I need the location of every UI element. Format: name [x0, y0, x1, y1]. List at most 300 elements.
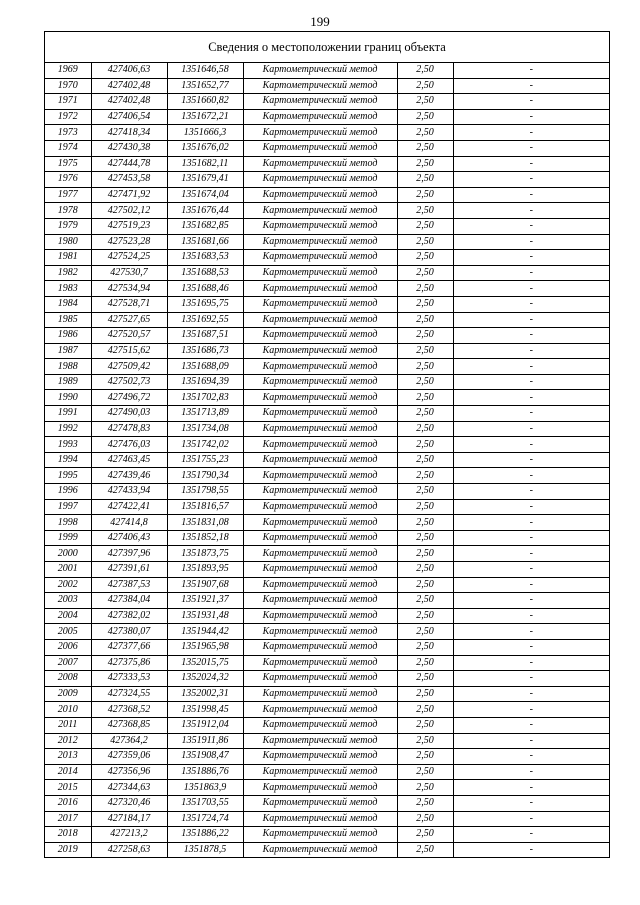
cell-y-coordinate: 1352002,31 [167, 686, 243, 702]
cell-x-coordinate: 427490,03 [91, 406, 167, 422]
cell-point-number: 2019 [45, 842, 91, 858]
table-row [45, 437, 609, 453]
cell-accuracy: 2,50 [397, 795, 453, 811]
cell-x-coordinate: 427515,62 [91, 343, 167, 359]
cell-x-coordinate: 427476,03 [91, 437, 167, 453]
table-row [45, 515, 609, 531]
cell-accuracy: 2,50 [397, 499, 453, 515]
table-row [45, 234, 609, 250]
cell-x-coordinate: 427258,63 [91, 842, 167, 858]
cell-y-coordinate: 1351660,82 [167, 94, 243, 110]
cell-x-coordinate: 427509,42 [91, 359, 167, 375]
cell-method: Картометрический метод [243, 156, 397, 172]
cell-x-coordinate: 427384,04 [91, 593, 167, 609]
table-row [45, 827, 609, 843]
cell-accuracy: 2,50 [397, 593, 453, 609]
cell-y-coordinate: 1351998,45 [167, 702, 243, 718]
cell-y-coordinate: 1351703,55 [167, 795, 243, 811]
cell-method: Картометрический метод [243, 811, 397, 827]
cell-description: - [453, 749, 609, 765]
cell-point-number: 1980 [45, 234, 91, 250]
cell-method: Картометрический метод [243, 406, 397, 422]
table-row [45, 842, 609, 858]
cell-y-coordinate: 1351790,34 [167, 468, 243, 484]
cell-accuracy: 2,50 [397, 265, 453, 281]
cell-description: - [453, 359, 609, 375]
cell-accuracy: 2,50 [397, 125, 453, 141]
cell-description: - [453, 624, 609, 640]
cell-y-coordinate: 1351688,53 [167, 265, 243, 281]
table-row [45, 109, 609, 125]
cell-x-coordinate: 427444,78 [91, 156, 167, 172]
cell-y-coordinate: 1351688,46 [167, 281, 243, 297]
cell-description: - [453, 702, 609, 718]
cell-y-coordinate: 1351816,57 [167, 499, 243, 515]
cell-accuracy: 2,50 [397, 780, 453, 796]
cell-y-coordinate: 1351676,44 [167, 203, 243, 219]
cell-accuracy: 2,50 [397, 546, 453, 562]
cell-point-number: 2015 [45, 780, 91, 796]
cell-method: Картометрический метод [243, 328, 397, 344]
cell-method: Картометрический метод [243, 624, 397, 640]
page-number: 199 [310, 14, 330, 29]
cell-y-coordinate: 1351692,55 [167, 312, 243, 328]
cell-method: Картометрический метод [243, 577, 397, 593]
cell-point-number: 1989 [45, 374, 91, 390]
cell-y-coordinate: 1351694,39 [167, 374, 243, 390]
cell-y-coordinate: 1351863,9 [167, 780, 243, 796]
table-row [45, 312, 609, 328]
cell-point-number: 2007 [45, 655, 91, 671]
cell-x-coordinate: 427344,63 [91, 780, 167, 796]
cell-x-coordinate: 427402,48 [91, 78, 167, 94]
cell-method: Картометрический метод [243, 515, 397, 531]
cell-description: - [453, 842, 609, 858]
cell-x-coordinate: 427406,54 [91, 109, 167, 125]
cell-point-number: 1973 [45, 125, 91, 141]
cell-method: Картометрический метод [243, 639, 397, 655]
cell-accuracy: 2,50 [397, 296, 453, 312]
cell-description: - [453, 63, 609, 78]
table-row [45, 608, 609, 624]
cell-point-number: 2011 [45, 717, 91, 733]
cell-accuracy: 2,50 [397, 421, 453, 437]
cell-y-coordinate: 1351687,51 [167, 328, 243, 344]
cell-method: Картометрический метод [243, 359, 397, 375]
cell-point-number: 2006 [45, 639, 91, 655]
cell-method: Картометрический метод [243, 281, 397, 297]
cell-point-number: 1991 [45, 406, 91, 422]
cell-point-number: 2018 [45, 827, 91, 843]
table-row [45, 702, 609, 718]
cell-y-coordinate: 1351742,02 [167, 437, 243, 453]
cell-description: - [453, 296, 609, 312]
cell-method: Картометрический метод [243, 795, 397, 811]
cell-accuracy: 2,50 [397, 655, 453, 671]
cell-y-coordinate: 1351679,41 [167, 172, 243, 188]
table-row [45, 265, 609, 281]
cell-y-coordinate: 1351852,18 [167, 530, 243, 546]
table-row [45, 764, 609, 780]
cell-x-coordinate: 427391,61 [91, 562, 167, 578]
cell-description: - [453, 499, 609, 515]
cell-y-coordinate: 1351672,21 [167, 109, 243, 125]
cell-point-number: 1987 [45, 343, 91, 359]
cell-point-number: 1978 [45, 203, 91, 219]
cell-method: Картометрический метод [243, 109, 397, 125]
cell-point-number: 1997 [45, 499, 91, 515]
cell-y-coordinate: 1351683,53 [167, 250, 243, 266]
cell-point-number: 2013 [45, 749, 91, 765]
cell-x-coordinate: 427520,57 [91, 328, 167, 344]
boundary-table-frame [44, 31, 610, 858]
table-row [45, 671, 609, 687]
cell-accuracy: 2,50 [397, 515, 453, 531]
cell-method: Картометрический метод [243, 608, 397, 624]
cell-description: - [453, 406, 609, 422]
cell-method: Картометрический метод [243, 296, 397, 312]
cell-x-coordinate: 427523,28 [91, 234, 167, 250]
cell-point-number: 1995 [45, 468, 91, 484]
cell-accuracy: 2,50 [397, 717, 453, 733]
cell-point-number: 1981 [45, 250, 91, 266]
cell-point-number: 1993 [45, 437, 91, 453]
cell-y-coordinate: 1352024,32 [167, 671, 243, 687]
cell-x-coordinate: 427333,53 [91, 671, 167, 687]
cell-description: - [453, 811, 609, 827]
cell-description: - [453, 94, 609, 110]
cell-description: - [453, 140, 609, 156]
cell-y-coordinate: 1351921,37 [167, 593, 243, 609]
cell-x-coordinate: 427496,72 [91, 390, 167, 406]
cell-accuracy: 2,50 [397, 530, 453, 546]
table-row [45, 655, 609, 671]
cell-x-coordinate: 427382,02 [91, 608, 167, 624]
cell-accuracy: 2,50 [397, 827, 453, 843]
cell-description: - [453, 452, 609, 468]
cell-description: - [453, 374, 609, 390]
cell-x-coordinate: 427364,2 [91, 733, 167, 749]
cell-accuracy: 2,50 [397, 702, 453, 718]
cell-description: - [453, 265, 609, 281]
cell-y-coordinate: 1351688,09 [167, 359, 243, 375]
cell-y-coordinate: 1351686,73 [167, 343, 243, 359]
table-row [45, 140, 609, 156]
cell-description: - [453, 125, 609, 141]
table-row [45, 296, 609, 312]
table-row [45, 484, 609, 500]
cell-point-number: 1976 [45, 172, 91, 188]
cell-description: - [453, 156, 609, 172]
cell-y-coordinate: 1351911,86 [167, 733, 243, 749]
table-row [45, 530, 609, 546]
cell-y-coordinate: 1351907,68 [167, 577, 243, 593]
cell-accuracy: 2,50 [397, 63, 453, 78]
table-row [45, 546, 609, 562]
cell-method: Картометрический метод [243, 780, 397, 796]
cell-x-coordinate: 427414,8 [91, 515, 167, 531]
table-row [45, 577, 609, 593]
cell-description: - [453, 218, 609, 234]
cell-x-coordinate: 427530,7 [91, 265, 167, 281]
table-title: Сведения о местоположении границ объекта [45, 32, 609, 63]
cell-y-coordinate: 1351831,08 [167, 515, 243, 531]
cell-description: - [453, 187, 609, 203]
cell-method: Картометрический метод [243, 452, 397, 468]
cell-description: - [453, 593, 609, 609]
cell-description: - [453, 655, 609, 671]
cell-y-coordinate: 1351646,58 [167, 63, 243, 78]
cell-description: - [453, 250, 609, 266]
table-row [45, 562, 609, 578]
cell-point-number: 2003 [45, 593, 91, 609]
cell-description: - [453, 515, 609, 531]
cell-method: Картометрический метод [243, 63, 397, 78]
cell-accuracy: 2,50 [397, 156, 453, 172]
cell-method: Картометрический метод [243, 374, 397, 390]
cell-point-number: 2005 [45, 624, 91, 640]
cell-x-coordinate: 427439,46 [91, 468, 167, 484]
cell-y-coordinate: 1351886,76 [167, 764, 243, 780]
cell-description: - [453, 234, 609, 250]
cell-accuracy: 2,50 [397, 639, 453, 655]
table-row [45, 733, 609, 749]
cell-point-number: 1983 [45, 281, 91, 297]
cell-accuracy: 2,50 [397, 218, 453, 234]
cell-x-coordinate: 427375,86 [91, 655, 167, 671]
cell-accuracy: 2,50 [397, 468, 453, 484]
cell-method: Картометрический метод [243, 312, 397, 328]
table-row [45, 421, 609, 437]
cell-accuracy: 2,50 [397, 452, 453, 468]
cell-point-number: 2016 [45, 795, 91, 811]
cell-description: - [453, 281, 609, 297]
cell-point-number: 1969 [45, 63, 91, 78]
cell-method: Картометрический метод [243, 437, 397, 453]
cell-accuracy: 2,50 [397, 328, 453, 344]
cell-x-coordinate: 427527,65 [91, 312, 167, 328]
cell-x-coordinate: 427433,94 [91, 484, 167, 500]
cell-accuracy: 2,50 [397, 624, 453, 640]
table-row [45, 780, 609, 796]
cell-x-coordinate: 427524,25 [91, 250, 167, 266]
cell-x-coordinate: 427430,38 [91, 140, 167, 156]
cell-y-coordinate: 1351674,04 [167, 187, 243, 203]
cell-accuracy: 2,50 [397, 343, 453, 359]
cell-description: - [453, 421, 609, 437]
cell-x-coordinate: 427368,85 [91, 717, 167, 733]
cell-x-coordinate: 427534,94 [91, 281, 167, 297]
table-row [45, 250, 609, 266]
cell-x-coordinate: 427359,06 [91, 749, 167, 765]
cell-accuracy: 2,50 [397, 94, 453, 110]
cell-method: Картометрический метод [243, 343, 397, 359]
cell-method: Картометрический метод [243, 172, 397, 188]
table-row [45, 218, 609, 234]
cell-y-coordinate: 1351893,95 [167, 562, 243, 578]
cell-description: - [453, 390, 609, 406]
cell-y-coordinate: 1351676,02 [167, 140, 243, 156]
table-row [45, 390, 609, 406]
cell-x-coordinate: 427478,83 [91, 421, 167, 437]
cell-method: Картометрический метод [243, 764, 397, 780]
table-row [45, 187, 609, 203]
cell-description: - [453, 733, 609, 749]
cell-y-coordinate: 1351931,48 [167, 608, 243, 624]
cell-y-coordinate: 1351965,98 [167, 639, 243, 655]
table-row [45, 749, 609, 765]
cell-description: - [453, 827, 609, 843]
cell-y-coordinate: 1351873,75 [167, 546, 243, 562]
cell-accuracy: 2,50 [397, 608, 453, 624]
cell-accuracy: 2,50 [397, 109, 453, 125]
cell-method: Картометрический метод [243, 733, 397, 749]
cell-accuracy: 2,50 [397, 312, 453, 328]
cell-description: - [453, 328, 609, 344]
cell-x-coordinate: 427406,63 [91, 63, 167, 78]
cell-y-coordinate: 1351695,75 [167, 296, 243, 312]
cell-description: - [453, 717, 609, 733]
cell-method: Картометрический метод [243, 187, 397, 203]
cell-method: Картометрический метод [243, 717, 397, 733]
cell-point-number: 1999 [45, 530, 91, 546]
cell-accuracy: 2,50 [397, 172, 453, 188]
cell-method: Картометрический метод [243, 78, 397, 94]
cell-method: Картометрический метод [243, 655, 397, 671]
cell-point-number: 1971 [45, 94, 91, 110]
cell-point-number: 1992 [45, 421, 91, 437]
cell-method: Картометрический метод [243, 203, 397, 219]
cell-x-coordinate: 427380,07 [91, 624, 167, 640]
cell-y-coordinate: 1351908,47 [167, 749, 243, 765]
cell-point-number: 1986 [45, 328, 91, 344]
cell-x-coordinate: 427184,17 [91, 811, 167, 827]
table-row [45, 406, 609, 422]
table-row [45, 499, 609, 515]
cell-x-coordinate: 427463,45 [91, 452, 167, 468]
cell-accuracy: 2,50 [397, 374, 453, 390]
cell-point-number: 1975 [45, 156, 91, 172]
table-row [45, 63, 609, 78]
cell-x-coordinate: 427519,23 [91, 218, 167, 234]
cell-description: - [453, 671, 609, 687]
cell-point-number: 1990 [45, 390, 91, 406]
cell-description: - [453, 437, 609, 453]
cell-point-number: 1972 [45, 109, 91, 125]
cell-method: Картометрический метод [243, 250, 397, 266]
cell-description: - [453, 562, 609, 578]
table-row [45, 203, 609, 219]
cell-method: Картометрический метод [243, 468, 397, 484]
cell-point-number: 2010 [45, 702, 91, 718]
cell-method: Картометрический метод [243, 842, 397, 858]
cell-accuracy: 2,50 [397, 811, 453, 827]
cell-y-coordinate: 1351682,11 [167, 156, 243, 172]
cell-x-coordinate: 427418,34 [91, 125, 167, 141]
cell-method: Картометрический метод [243, 140, 397, 156]
cell-accuracy: 2,50 [397, 234, 453, 250]
cell-x-coordinate: 427324,55 [91, 686, 167, 702]
cell-accuracy: 2,50 [397, 686, 453, 702]
cell-method: Картометрический метод [243, 671, 397, 687]
cell-description: - [453, 78, 609, 94]
cell-description: - [453, 546, 609, 562]
cell-y-coordinate: 1351878,5 [167, 842, 243, 858]
cell-point-number: 2009 [45, 686, 91, 702]
cell-method: Картометрический метод [243, 749, 397, 765]
cell-description: - [453, 639, 609, 655]
table-row [45, 281, 609, 297]
cell-y-coordinate: 1351734,08 [167, 421, 243, 437]
cell-point-number: 1994 [45, 452, 91, 468]
cell-y-coordinate: 1351652,77 [167, 78, 243, 94]
cell-accuracy: 2,50 [397, 281, 453, 297]
table-row [45, 343, 609, 359]
cell-accuracy: 2,50 [397, 733, 453, 749]
cell-method: Картометрический метод [243, 499, 397, 515]
cell-x-coordinate: 427502,12 [91, 203, 167, 219]
cell-description: - [453, 780, 609, 796]
cell-description: - [453, 343, 609, 359]
cell-accuracy: 2,50 [397, 187, 453, 203]
cell-point-number: 1970 [45, 78, 91, 94]
cell-point-number: 2001 [45, 562, 91, 578]
cell-method: Картометрический метод [243, 94, 397, 110]
cell-method: Картометрический метод [243, 265, 397, 281]
cell-description: - [453, 109, 609, 125]
table-row [45, 359, 609, 375]
cell-y-coordinate: 1351724,74 [167, 811, 243, 827]
cell-method: Картометрический метод [243, 484, 397, 500]
cell-accuracy: 2,50 [397, 437, 453, 453]
cell-method: Картометрический метод [243, 702, 397, 718]
cell-description: - [453, 203, 609, 219]
cell-x-coordinate: 427422,41 [91, 499, 167, 515]
cell-y-coordinate: 1352015,75 [167, 655, 243, 671]
cell-x-coordinate: 427397,96 [91, 546, 167, 562]
table-row [45, 624, 609, 640]
table-row [45, 468, 609, 484]
cell-accuracy: 2,50 [397, 390, 453, 406]
table-row [45, 374, 609, 390]
cell-accuracy: 2,50 [397, 78, 453, 94]
cell-method: Картометрический метод [243, 686, 397, 702]
cell-accuracy: 2,50 [397, 359, 453, 375]
cell-x-coordinate: 427377,66 [91, 639, 167, 655]
cell-x-coordinate: 427368,52 [91, 702, 167, 718]
cell-point-number: 1984 [45, 296, 91, 312]
cell-method: Картометрический метод [243, 530, 397, 546]
table-row [45, 172, 609, 188]
cell-y-coordinate: 1351713,89 [167, 406, 243, 422]
cell-description: - [453, 608, 609, 624]
cell-y-coordinate: 1351912,04 [167, 717, 243, 733]
table-row [45, 795, 609, 811]
cell-point-number: 1982 [45, 265, 91, 281]
table-row [45, 156, 609, 172]
cell-y-coordinate: 1351666,3 [167, 125, 243, 141]
cell-x-coordinate: 427213,2 [91, 827, 167, 843]
cell-point-number: 1996 [45, 484, 91, 500]
cell-x-coordinate: 427402,48 [91, 94, 167, 110]
table-row [45, 717, 609, 733]
cell-accuracy: 2,50 [397, 764, 453, 780]
boundary-table [45, 63, 609, 858]
cell-point-number: 2012 [45, 733, 91, 749]
cell-description: - [453, 530, 609, 546]
cell-point-number: 2008 [45, 671, 91, 687]
cell-y-coordinate: 1351886,22 [167, 827, 243, 843]
